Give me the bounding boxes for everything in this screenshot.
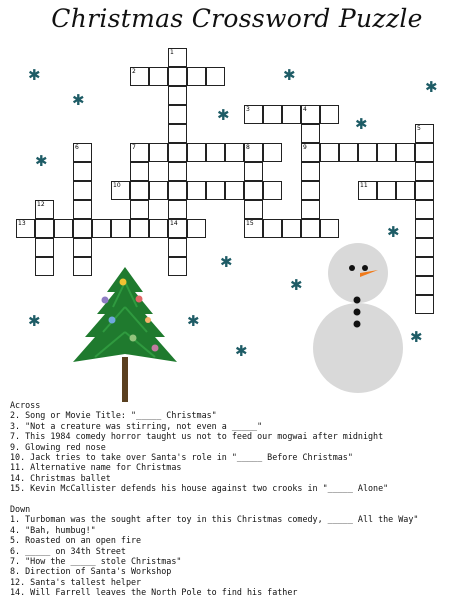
snowflake-icon: ✱: [410, 328, 423, 346]
grid-cell[interactable]: [263, 105, 282, 124]
grid-cell[interactable]: [320, 105, 339, 124]
snowflake-icon: ✱: [290, 276, 303, 294]
grid-cell[interactable]: [396, 143, 415, 162]
clue-number: 4: [303, 106, 307, 113]
grid-cell[interactable]: [111, 219, 130, 238]
snowflake-icon: ✱: [187, 312, 200, 330]
grid-cell[interactable]: [187, 143, 206, 162]
grid-cell[interactable]: [168, 181, 187, 200]
snowflake-icon: ✱: [28, 312, 41, 330]
clue-number: 11: [360, 182, 368, 189]
grid-cell[interactable]: [149, 219, 168, 238]
grid-cell[interactable]: [244, 162, 263, 181]
snowflake-icon: ✱: [217, 106, 230, 124]
snowflake-icon: ✱: [72, 91, 85, 109]
grid-cell[interactable]: [187, 67, 206, 86]
grid-cell[interactable]: [415, 200, 434, 219]
snowflake-icon: ✱: [387, 223, 400, 241]
across-clue: 14. Christmas ballet: [10, 472, 111, 483]
grid-cell[interactable]: [149, 181, 168, 200]
grid-cell[interactable]: [301, 162, 320, 181]
grid-cell[interactable]: [206, 67, 225, 86]
grid-cell[interactable]: [282, 219, 301, 238]
grid-cell[interactable]: [396, 181, 415, 200]
clue-number: 2: [132, 68, 136, 75]
snowflake-icon: ✱: [28, 66, 41, 84]
grid-cell[interactable]: [35, 238, 54, 257]
grid-cell[interactable]: [415, 276, 434, 295]
across-clue: 15. Kevin McCallister defends his house against two crooks in "_____ Alone": [10, 483, 389, 494]
down-clue: 14. Will Farrell leaves the North Pole to find his father: [10, 587, 298, 598]
down-clue: 5. Roasted on an open fire: [10, 535, 142, 546]
grid-cell[interactable]: [301, 124, 320, 143]
across-heading: Across: [10, 400, 41, 410]
grid-cell[interactable]: [415, 238, 434, 257]
grid-cell[interactable]: [301, 200, 320, 219]
clue-number: 6: [75, 144, 79, 151]
down-clue: 12. Santa's tallest helper: [10, 576, 142, 587]
grid-cell[interactable]: [168, 105, 187, 124]
grid-cell[interactable]: [225, 181, 244, 200]
grid-cell[interactable]: [244, 181, 263, 200]
down-clue: 6. _____ on 34th Street: [10, 545, 126, 556]
grid-cell[interactable]: [415, 162, 434, 181]
clue-number: 14: [170, 220, 178, 227]
grid-cell[interactable]: [73, 162, 92, 181]
snowflake-icon: ✱: [283, 66, 296, 84]
across-clue: 2. Song or Movie Title: "_____ Christmas": [10, 410, 217, 421]
grid-cell[interactable]: [187, 219, 206, 238]
grid-cell[interactable]: [301, 219, 320, 238]
snowflake-icon: ✱: [220, 253, 233, 271]
grid-cell[interactable]: [415, 219, 434, 238]
down-heading: Down: [10, 504, 31, 515]
grid-cell[interactable]: [73, 219, 92, 238]
across-clues: [10, 410, 470, 493]
grid-cell[interactable]: [187, 181, 206, 200]
grid-cell[interactable]: [415, 295, 434, 314]
grid-cell[interactable]: [168, 162, 187, 181]
grid-cell[interactable]: [301, 181, 320, 200]
clue-number: 8: [246, 144, 250, 151]
clue-number: 3: [246, 106, 250, 113]
grid-cell[interactable]: [73, 238, 92, 257]
grid-cell[interactable]: [358, 143, 377, 162]
puzzle-title: Christmas Crossword Puzzle: [51, 4, 423, 33]
down-clue: 8. Direction of Santa's Workshop: [10, 566, 172, 577]
grid-cell[interactable]: [149, 67, 168, 86]
grid-cell[interactable]: [130, 219, 149, 238]
grid-cell[interactable]: [415, 257, 434, 276]
across-clue: 11. Alternative name for Christmas: [10, 462, 182, 473]
grid-cell[interactable]: [415, 143, 434, 162]
grid-cell[interactable]: [168, 238, 187, 257]
grid-cell[interactable]: [377, 143, 396, 162]
grid-cell[interactable]: [73, 200, 92, 219]
grid-cell[interactable]: [35, 219, 54, 238]
grid-cell[interactable]: [54, 219, 73, 238]
across-clue: 3. "Not a creature was stirring, not even a _____": [10, 420, 263, 431]
grid-cell[interactable]: [263, 181, 282, 200]
down-clue: 7. "How the _____ stole Christmas": [10, 556, 182, 567]
grid-cell[interactable]: [282, 105, 301, 124]
clue-number: 7: [132, 144, 136, 151]
down-clue: 4. "Bah, humbug!": [10, 524, 96, 535]
across-clue: 7. This 1984 comedy horror taught us not to feed our mogwai after midnight: [10, 431, 384, 442]
grid-cell[interactable]: [35, 257, 54, 276]
grid-cell[interactable]: [73, 181, 92, 200]
grid-cell[interactable]: [320, 219, 339, 238]
clue-number: 15: [246, 220, 254, 227]
grid-cell[interactable]: [149, 143, 168, 162]
down-clue: 1. Turboman was the sought after toy in this Christmas comedy, _____ All the Way": [10, 514, 419, 525]
snowflake-icon: ✱: [355, 115, 368, 133]
grid-cell[interactable]: [168, 200, 187, 219]
snowflake-icon: ✱: [235, 342, 248, 360]
grid-cell[interactable]: [339, 143, 358, 162]
grid-cell[interactable]: [206, 181, 225, 200]
grid-cell[interactable]: [130, 162, 149, 181]
clue-number: 13: [18, 220, 26, 227]
snowflake-icon: ✱: [35, 152, 48, 170]
grid-cell[interactable]: [130, 181, 149, 200]
clue-list: [10, 400, 470, 598]
grid-cell[interactable]: [92, 219, 111, 238]
clue-number: 5: [417, 125, 421, 132]
clue-number: 1: [170, 49, 174, 56]
clue-number: 9: [303, 144, 307, 151]
snowflake-icon: ✱: [425, 78, 438, 96]
grid-cell[interactable]: [168, 67, 187, 86]
christmas-tree-illustration: [65, 262, 185, 407]
grid-cell[interactable]: [130, 200, 149, 219]
grid-cell[interactable]: [415, 181, 434, 200]
snowman-illustration: [308, 238, 408, 398]
grid-cell[interactable]: [377, 181, 396, 200]
grid-cell[interactable]: [168, 124, 187, 143]
grid-cell[interactable]: [168, 86, 187, 105]
grid-cell[interactable]: [168, 143, 187, 162]
grid-cell[interactable]: [206, 143, 225, 162]
grid-cell[interactable]: [263, 143, 282, 162]
down-clues: [10, 514, 470, 597]
clue-number: 12: [37, 201, 45, 208]
across-clue: 9. Glowing red nose: [10, 441, 106, 452]
grid-cell[interactable]: [244, 200, 263, 219]
grid-cell[interactable]: [320, 143, 339, 162]
across-clue: 10. Jack tries to take over Santa's role in "_____ Before Christmas": [10, 452, 353, 463]
grid-cell[interactable]: [263, 219, 282, 238]
clue-number: 10: [113, 182, 121, 189]
grid-cell[interactable]: [225, 143, 244, 162]
